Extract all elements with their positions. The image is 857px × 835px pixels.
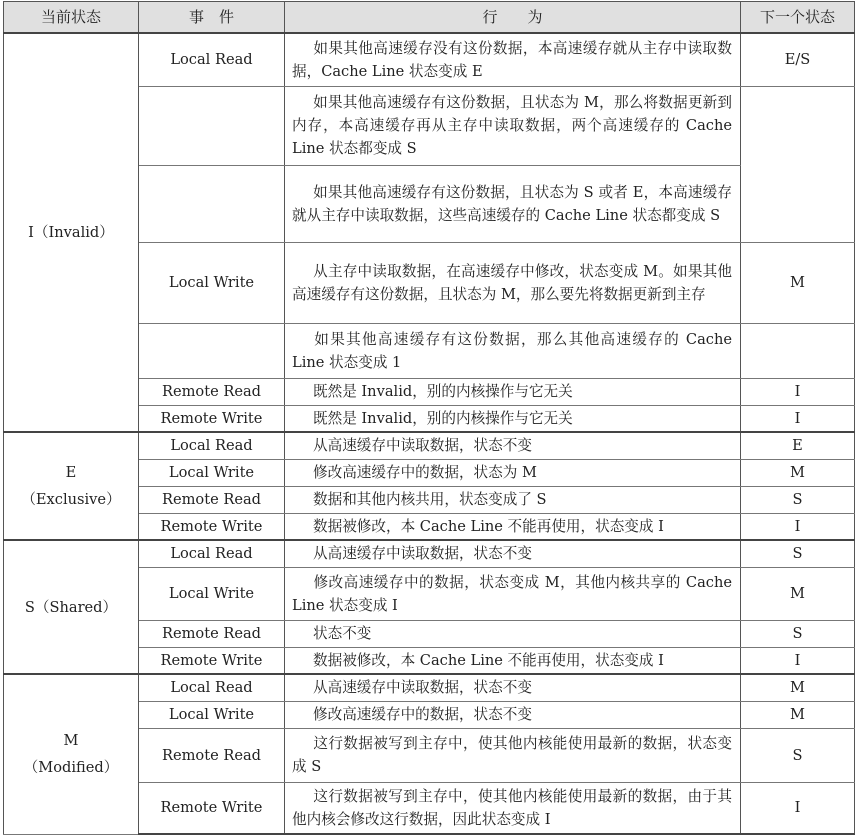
action-cell: 从高速缓存中读取数据，状态不变 xyxy=(285,540,741,567)
header-event: 事 件 xyxy=(139,2,285,34)
next-state-cell: S xyxy=(741,540,855,567)
action-cell: 从主存中读取数据，在高速缓存中修改，状态变成 M。如果其他高速缓存有这份数据，且状态为 M，那么要先将数据更新到主存 xyxy=(285,242,741,323)
event-cell xyxy=(139,165,285,242)
action-cell: 从高速缓存中读取数据，状态不变 xyxy=(285,432,741,459)
table-row xyxy=(4,540,855,567)
next-state-cell: E/S xyxy=(741,33,855,86)
event-cell: Remote Write xyxy=(139,782,285,834)
action-cell: 这行数据被写到主存中，使其他内核能使用最新的数据，状态变成 S xyxy=(285,728,741,782)
table-row xyxy=(4,33,855,86)
state-cell-exclusive: E （Exclusive） xyxy=(4,432,139,540)
event-cell: Remote Write xyxy=(139,513,285,540)
action-cell: 状态不变 xyxy=(285,620,741,647)
table-row xyxy=(4,432,855,459)
next-state-cell: S xyxy=(741,486,855,513)
next-state-cell: S xyxy=(741,728,855,782)
action-cell: 修改高速缓存中的数据，状态不变 xyxy=(285,701,741,728)
header-next-state: 下一个状态 xyxy=(741,2,855,34)
action-cell: 如果其他高速缓存有这份数据，那么其他高速缓存的 Cache Line 状态变成 1 xyxy=(285,323,741,378)
next-state-cell: S xyxy=(741,620,855,647)
event-cell: Remote Read xyxy=(139,620,285,647)
action-cell: 修改高速缓存中的数据，状态为 M xyxy=(285,459,741,486)
next-state-cell: I xyxy=(741,378,855,405)
event-cell: Local Write xyxy=(139,242,285,323)
mesi-state-table xyxy=(3,1,855,835)
event-cell: Local Read xyxy=(139,432,285,459)
event-cell: Remote Write xyxy=(139,647,285,674)
next-state-cell: I xyxy=(741,782,855,834)
action-cell: 如果其他高速缓存有这份数据，且状态为 M，那么将数据更新到内存，本高速缓存再从主存中读取数据，两个高速缓存的 Cache Line 状态都变成 S xyxy=(285,86,741,165)
header-action: 行 为 xyxy=(285,2,741,34)
state-cell-modified: M （Modified） xyxy=(4,674,139,834)
next-state-cell: I xyxy=(741,405,855,432)
next-state-cell: I xyxy=(741,513,855,540)
action-cell: 修改高速缓存中的数据，状态变成 M，其他内核共享的 Cache Line 状态变成 I xyxy=(285,567,741,620)
next-state-cell: I xyxy=(741,647,855,674)
next-state-cell: M xyxy=(741,567,855,620)
event-cell: Remote Read xyxy=(139,486,285,513)
header-row xyxy=(4,2,855,34)
event-cell xyxy=(139,86,285,165)
event-cell: Remote Read xyxy=(139,728,285,782)
action-cell: 如果其他高速缓存没有这份数据，本高速缓存就从主存中读取数据，Cache Line 状态变成 E xyxy=(285,33,741,86)
state-cell-shared: S（Shared） xyxy=(4,540,139,674)
event-cell: Local Read xyxy=(139,540,285,567)
next-state-cell xyxy=(741,165,855,242)
next-state-cell xyxy=(741,323,855,378)
next-state-cell xyxy=(741,86,855,165)
next-state-cell: M xyxy=(741,459,855,486)
action-cell: 既然是 Invalid，别的内核操作与它无关 xyxy=(285,405,741,432)
event-cell: Local Write xyxy=(139,567,285,620)
event-cell: Local Read xyxy=(139,33,285,86)
event-cell: Remote Read xyxy=(139,378,285,405)
action-cell: 数据被修改，本 Cache Line 不能再使用，状态变成 I xyxy=(285,647,741,674)
action-cell: 数据和其他内核共用，状态变成了 S xyxy=(285,486,741,513)
table-row xyxy=(4,674,855,701)
next-state-cell: M xyxy=(741,701,855,728)
state-cell-invalid: I（Invalid） xyxy=(4,33,139,432)
next-state-cell: M xyxy=(741,242,855,323)
event-cell xyxy=(139,323,285,378)
event-cell: Local Read xyxy=(139,674,285,701)
action-cell: 如果其他高速缓存有这份数据，且状态为 S 或者 E，本高速缓存就从主存中读取数据，这些高速缓存的 Cache Line 状态都变成 S xyxy=(285,165,741,242)
action-cell: 这行数据被写到主存中，使其他内核能使用最新的数据，由于其他内核会修改这行数据，因此状态变成 I xyxy=(285,782,741,834)
next-state-cell: M xyxy=(741,674,855,701)
event-cell: Local Write xyxy=(139,701,285,728)
action-cell: 既然是 Invalid，别的内核操作与它无关 xyxy=(285,378,741,405)
event-cell: Local Write xyxy=(139,459,285,486)
event-cell: Remote Write xyxy=(139,405,285,432)
next-state-cell: E xyxy=(741,432,855,459)
action-cell: 从高速缓存中读取数据，状态不变 xyxy=(285,674,741,701)
header-current-state: 当前状态 xyxy=(4,2,139,34)
action-cell: 数据被修改，本 Cache Line 不能再使用，状态变成 I xyxy=(285,513,741,540)
